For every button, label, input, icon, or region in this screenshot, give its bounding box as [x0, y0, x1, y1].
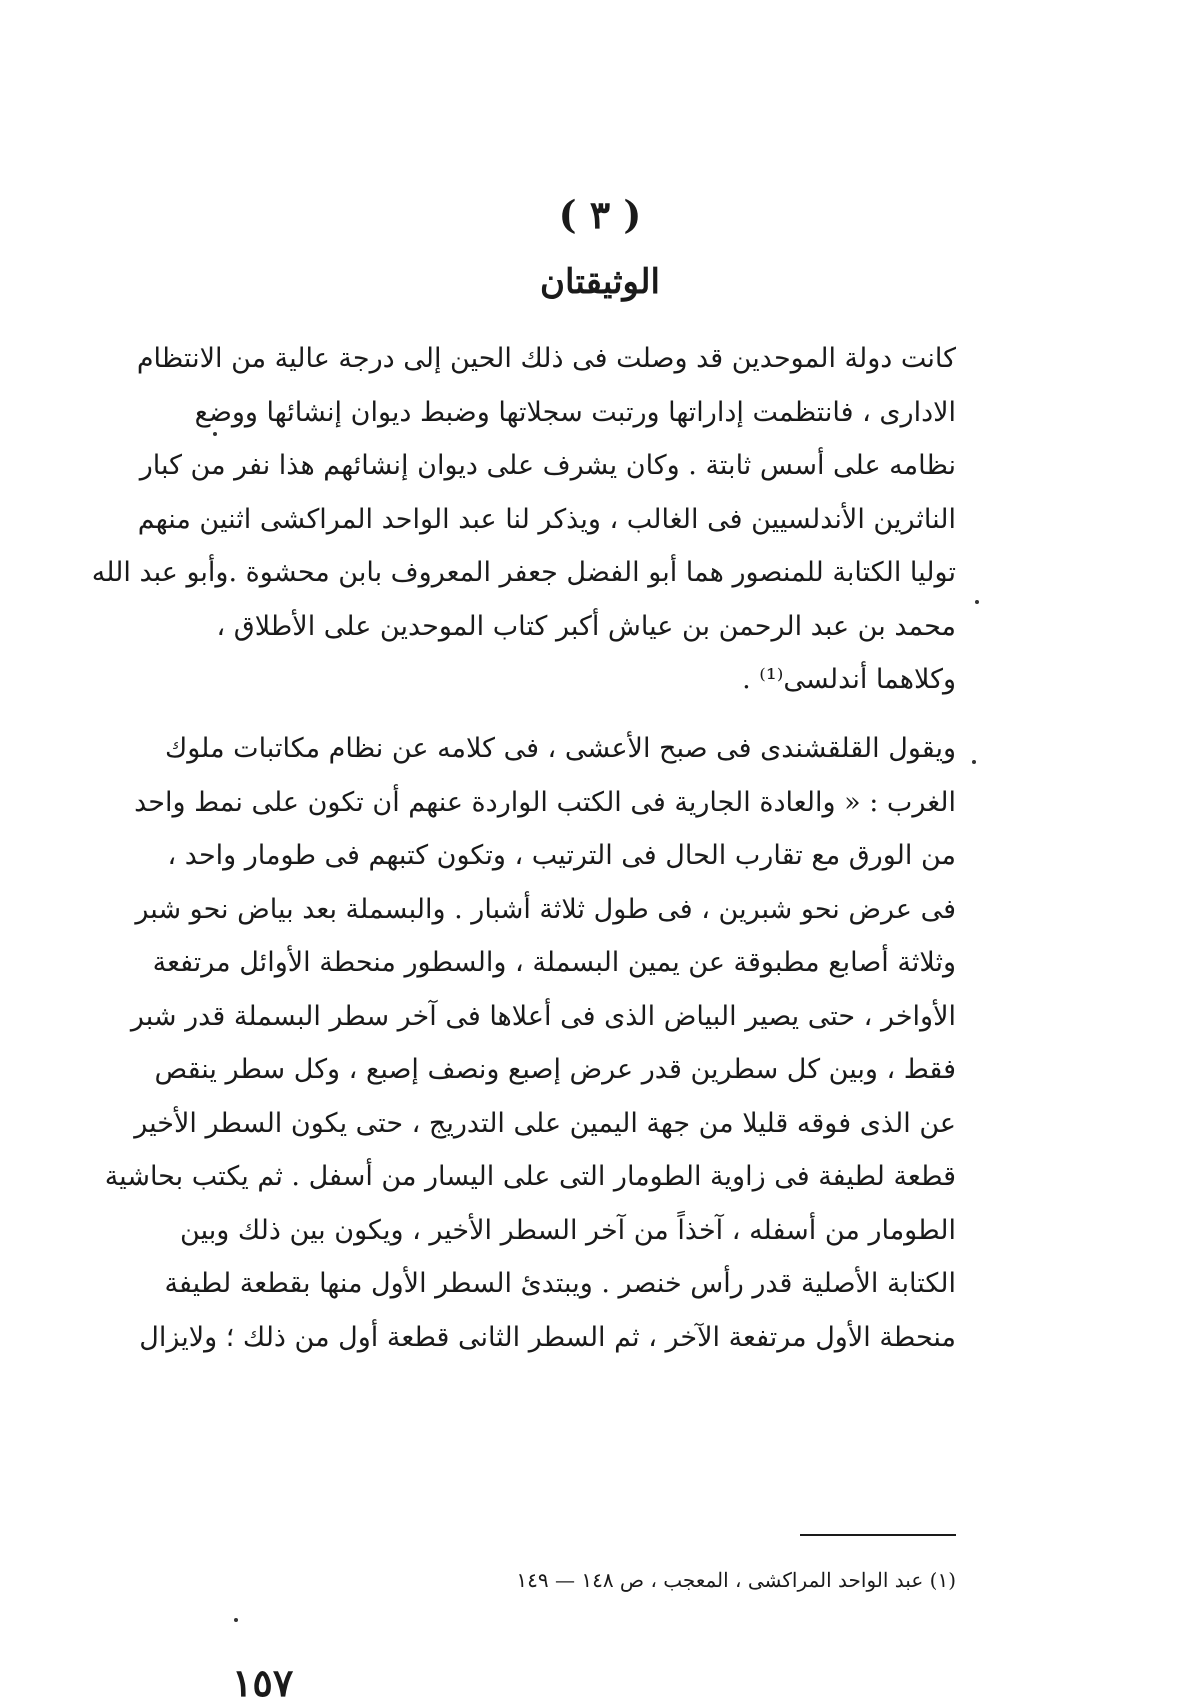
paragraph-line: من الورق مع تقارب الحال فى الترتيب ، وتكون كتبهم فى طومار واحد ،	[167, 840, 956, 871]
paragraph-line: وكلاهما أندلسى⁽¹⁾ .	[742, 664, 956, 695]
paragraph-line: الغرب : « والعادة الجارية فى الكتب الواردة عنهم أن تكون على نمط واحد	[134, 786, 956, 818]
paragraph-line: الناثرين الأندلسيين فى الغالب ، ويذكر لنا عبد الواحد المراكشى اثنين منهم	[137, 503, 956, 535]
paragraph-line: وثلاثة أصابع مطبوقة عن يمين البسملة ، والسطور منحطة الأوائل مرتفعة	[152, 947, 956, 978]
paragraph-line: الأواخر ، حتى يصير البياض الذى فى أعلاها فى آخر سطر البسملة قدر شبر	[130, 1000, 956, 1032]
section-title: الوثيقتان	[540, 262, 660, 302]
scan-speck	[213, 432, 217, 436]
paragraph-line: محمد بن عبد الرحمن بن عياش أكبر كتاب الموحدين على الأطلاق ،	[216, 610, 956, 642]
paragraph-2	[104, 722, 956, 1364]
paragraph-line: توليا الكتابة للمنصور هما أبو الفضل جعفر المعروف بابن محشوة .وأبو عبد الله	[91, 557, 956, 588]
paragraph-line: نظامه على أسس ثابتة . وكان يشرف على ديوان إنشائهم هذا نفر من كبار	[139, 450, 956, 481]
paragraph-line: ويقول القلقشندى فى صبح الأعشى ، فى كلامه عن نظام مكاتبات ملوك	[164, 733, 956, 764]
paragraph-line: عن الذى فوقه قليلا من جهة اليمين على التدريج ، حتى يكون السطر الأخير	[134, 1107, 956, 1139]
paragraph-1	[91, 332, 956, 707]
page-number: ١٥٧	[232, 1660, 294, 1705]
section-number: ( ٣ )	[558, 192, 642, 237]
footnote: (١) عبد الواحد المراكشى ، المعجب ، ص ١٤٨ — ١٤٩	[516, 1568, 956, 1592]
paragraph-line: الادارى ، فانتظمت إداراتها ورتبت سجلاتها وضبط ديوان إنشائها ووضع	[194, 396, 956, 428]
paragraph-line: قطعة لطيفة فى زاوية الطومار التى على اليسار من أسفل . ثم يكتب بحاشية	[104, 1161, 956, 1192]
footnote-divider	[800, 1534, 956, 1536]
scan-speck	[234, 1618, 238, 1622]
paragraph-line: الطومار من أسفله ، آخذاً من آخر السطر الأخير ، ويكون بين ذلك وبين	[180, 1214, 956, 1246]
paragraph-line: الكتابة الأصلية قدر رأس خنصر . ويبتدئ السطر الأول منها بقطعة لطيفة	[164, 1268, 956, 1299]
scan-speck	[972, 760, 976, 764]
paragraph-line: كانت دولة الموحدين قد وصلت فى ذلك الحين إلى درجة عالية من الانتظام	[136, 343, 956, 374]
paragraph-line: فى عرض نحو شبرين ، فى طول ثلاثة أشبار . والبسملة بعد بياض نحو شبر	[135, 893, 956, 925]
scan-speck	[975, 600, 979, 604]
paragraph-line: منحطة الأول مرتفعة الآخر ، ثم السطر الثانى قطعة أول من ذلك ؛ ولايزال	[139, 1321, 956, 1353]
paragraph-line: فقط ، وبين كل سطرين قدر عرض إصبع ونصف إصبع ، وكل سطر ينقص	[154, 1054, 956, 1085]
